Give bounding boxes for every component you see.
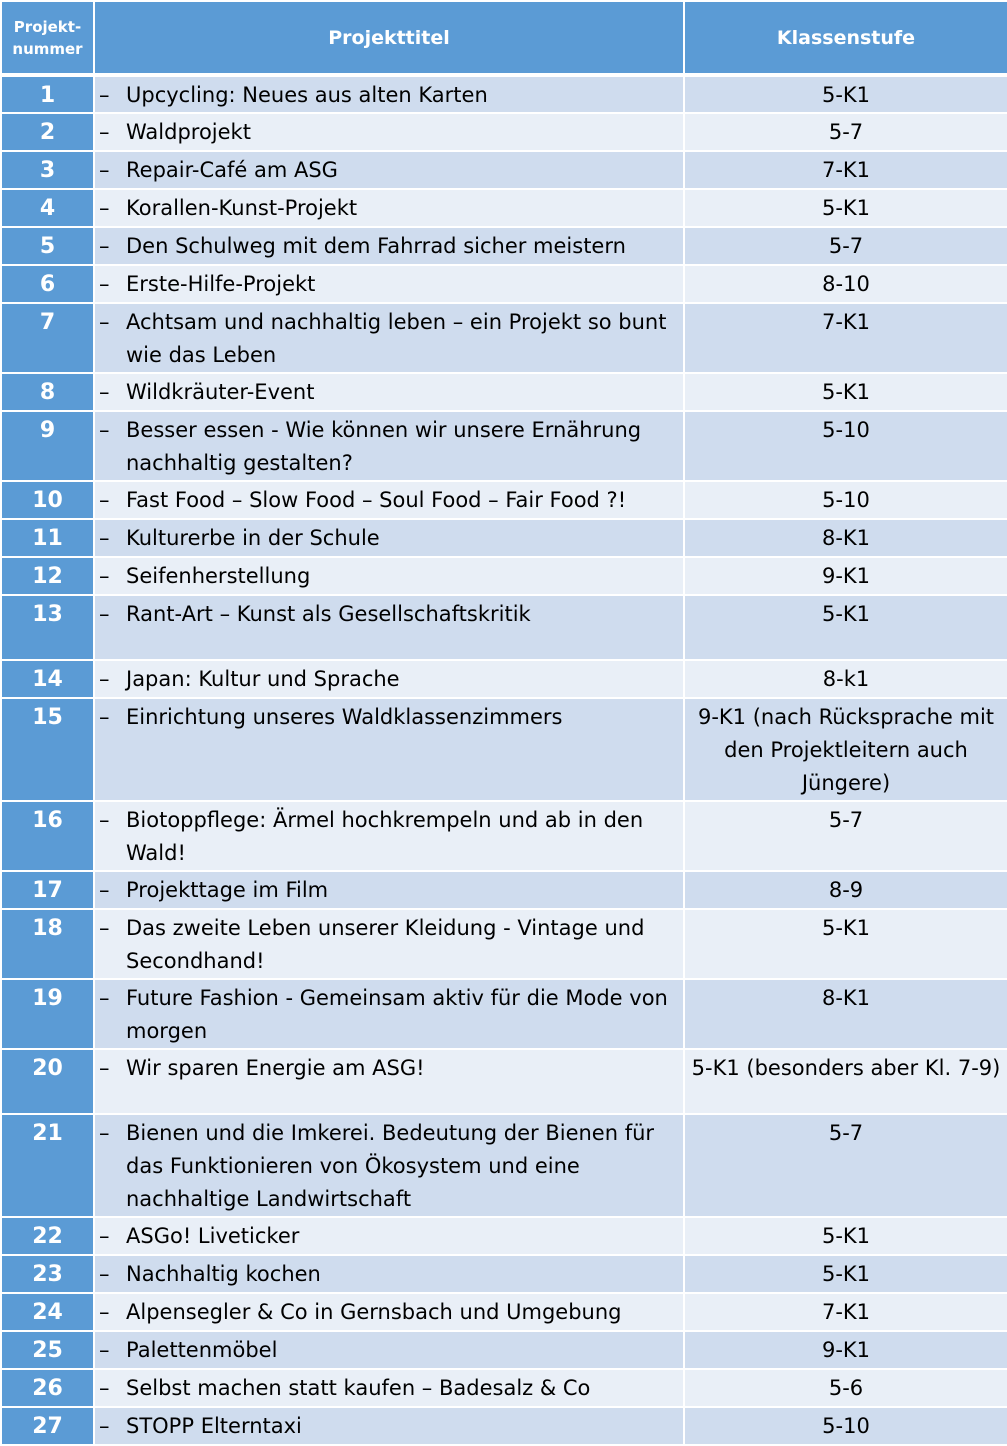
project-title-cell — [94, 519, 684, 557]
project-number: 22 — [1, 1217, 94, 1255]
project-number: 5 — [1, 227, 94, 265]
bullet-dash: – — [99, 1056, 110, 1080]
project-title-cell — [94, 481, 684, 519]
bullet-dash: – — [99, 808, 110, 832]
table-row — [1, 595, 1007, 660]
bullet-dash: – — [99, 158, 110, 182]
project-title-cell — [94, 979, 684, 1049]
project-number: 11 — [1, 519, 94, 557]
table-row — [1, 1049, 1007, 1114]
bullet-dash: – — [99, 1224, 110, 1248]
project-number: 15 — [1, 698, 94, 801]
grade-level: 5-K1 — [684, 1255, 1007, 1293]
table-row — [1, 660, 1007, 698]
project-title: Korallen-Kunst-Projekt — [126, 196, 358, 220]
table-row — [1, 1293, 1007, 1331]
bullet-dash: – — [99, 234, 110, 258]
table-row — [1, 1114, 1007, 1217]
project-title-cell — [94, 871, 684, 909]
grade-level: 7-K1 — [684, 1293, 1007, 1331]
project-number: 20 — [1, 1049, 94, 1114]
project-title-cell — [94, 1407, 684, 1445]
project-title-cell — [94, 1331, 684, 1369]
table-row — [1, 303, 1007, 373]
table-row — [1, 519, 1007, 557]
table-row — [1, 909, 1007, 979]
grade-level: 9-K1 — [684, 1331, 1007, 1369]
grade-level: 9-K1 (nach Rücksprache mit den Projektleitern auch Jüngere) — [684, 698, 1007, 801]
grade-level: 8-9 — [684, 871, 1007, 909]
project-title-cell — [94, 660, 684, 698]
project-number: 21 — [1, 1114, 94, 1217]
grade-level: 5-K1 — [684, 75, 1007, 113]
project-title-cell — [94, 698, 684, 801]
table-row — [1, 227, 1007, 265]
project-title-cell — [94, 373, 684, 411]
project-number: 27 — [1, 1407, 94, 1445]
bullet-dash: – — [99, 83, 110, 107]
table-row — [1, 698, 1007, 801]
project-title: ASGo! Liveticker — [126, 1224, 300, 1248]
grade-level: 7-K1 — [684, 303, 1007, 373]
bullet-dash: – — [99, 120, 110, 144]
bullet-dash: – — [99, 916, 110, 940]
project-title: Fast Food – Slow Food – Soul Food – Fair Food ?! — [126, 488, 627, 512]
bullet-dash: – — [99, 272, 110, 296]
project-title: Bienen und die Imkerei. Bedeutung der Bienen für das Funktionieren von Ökosystem und eine nachhaltige Landwirtschaft — [126, 1121, 655, 1211]
table-row — [1, 871, 1007, 909]
bullet-dash: – — [99, 564, 110, 588]
project-title: Den Schulweg mit dem Fahrrad sicher meistern — [126, 234, 626, 258]
header-row — [1, 1, 1007, 75]
table-row — [1, 979, 1007, 1049]
project-number: 17 — [1, 871, 94, 909]
bullet-dash: – — [99, 1121, 110, 1145]
project-number: 19 — [1, 979, 94, 1049]
project-title-cell — [94, 801, 684, 871]
project-number: 1 — [1, 75, 94, 113]
project-title-cell — [94, 113, 684, 151]
project-title: Seifenherstellung — [126, 564, 311, 588]
table-row — [1, 373, 1007, 411]
project-title-cell — [94, 1049, 684, 1114]
project-title: STOPP Elterntaxi — [126, 1414, 302, 1438]
project-title-cell — [94, 557, 684, 595]
table-row — [1, 113, 1007, 151]
table-row — [1, 1255, 1007, 1293]
project-title-cell — [94, 151, 684, 189]
table-row — [1, 151, 1007, 189]
grade-level: 5-K1 — [684, 595, 1007, 660]
grade-level: 5-10 — [684, 411, 1007, 481]
table-row — [1, 1407, 1007, 1445]
project-number: 4 — [1, 189, 94, 227]
bullet-dash: – — [99, 1262, 110, 1286]
project-number: 13 — [1, 595, 94, 660]
header-project-number — [1, 1, 94, 75]
grade-level: 5-7 — [684, 113, 1007, 151]
header-project-title: Projekttitel — [94, 1, 684, 75]
grade-level: 5-K1 — [684, 909, 1007, 979]
bullet-dash: – — [99, 1338, 110, 1362]
project-title: Repair-Café am ASG — [126, 158, 338, 182]
table-row — [1, 1331, 1007, 1369]
grade-level: 8-k1 — [684, 660, 1007, 698]
grade-level: 5-10 — [684, 1407, 1007, 1445]
project-title-cell — [94, 909, 684, 979]
bullet-dash: – — [99, 705, 110, 729]
project-title-cell — [94, 1369, 684, 1407]
header-grade-level: Klassenstufe — [684, 1, 1007, 75]
project-title-cell — [94, 1255, 684, 1293]
project-title-cell — [94, 1114, 684, 1217]
bullet-dash: – — [99, 196, 110, 220]
bullet-dash: – — [99, 602, 110, 626]
grade-level: 5-10 — [684, 481, 1007, 519]
table-row — [1, 1369, 1007, 1407]
table-row — [1, 557, 1007, 595]
project-number: 9 — [1, 411, 94, 481]
grade-level: 5-7 — [684, 227, 1007, 265]
project-title-cell — [94, 1293, 684, 1331]
table-row — [1, 481, 1007, 519]
project-number: 26 — [1, 1369, 94, 1407]
project-title-cell — [94, 265, 684, 303]
grade-level: 8-K1 — [684, 519, 1007, 557]
grade-level: 7-K1 — [684, 151, 1007, 189]
bullet-dash: – — [99, 1414, 110, 1438]
bullet-dash: – — [99, 488, 110, 512]
project-title-cell — [94, 411, 684, 481]
project-number: 3 — [1, 151, 94, 189]
header-number-line2: nummer — [12, 39, 83, 58]
project-number: 24 — [1, 1293, 94, 1331]
project-number: 8 — [1, 373, 94, 411]
table-row — [1, 1217, 1007, 1255]
project-title: Upcycling: Neues aus alten Karten — [126, 83, 488, 107]
project-number: 7 — [1, 303, 94, 373]
project-number: 2 — [1, 113, 94, 151]
project-title: Wildkräuter-Event — [126, 380, 315, 404]
project-title: Future Fashion - Gemeinsam aktiv für die Mode von morgen — [126, 986, 668, 1043]
project-title-cell — [94, 227, 684, 265]
project-title: Achtsam und nachhaltig leben – ein Projekt so bunt wie das Leben — [126, 310, 667, 367]
bullet-dash: – — [99, 310, 110, 334]
table-row — [1, 411, 1007, 481]
bullet-dash: – — [99, 380, 110, 404]
bullet-dash: – — [99, 418, 110, 442]
grade-level: 5-7 — [684, 801, 1007, 871]
grade-level: 5-K1 — [684, 373, 1007, 411]
grade-level: 8-10 — [684, 265, 1007, 303]
project-title: Alpensegler & Co in Gernsbach und Umgebung — [126, 1300, 622, 1324]
project-number: 14 — [1, 660, 94, 698]
project-title: Das zweite Leben unserer Kleidung - Vintage und Secondhand! — [126, 916, 645, 973]
project-title: Waldprojekt — [126, 120, 251, 144]
project-title: Biotoppflege: Ärmel hochkrempeln und ab in den Wald! — [126, 808, 644, 865]
project-title: Rant-Art – Kunst als Gesellschaftskritik — [126, 602, 531, 626]
project-title-cell — [94, 75, 684, 113]
project-number: 18 — [1, 909, 94, 979]
table-row — [1, 189, 1007, 227]
project-title: Besser essen - Wie können wir unsere Ernährung nachhaltig gestalten? — [126, 418, 642, 475]
project-title-cell — [94, 189, 684, 227]
bullet-dash: – — [99, 986, 110, 1010]
project-title: Projekttage im Film — [126, 878, 329, 902]
project-title: Wir sparen Energie am ASG! — [126, 1056, 425, 1080]
grade-level: 5-K1 — [684, 1217, 1007, 1255]
project-title: Kulturerbe in der Schule — [126, 526, 380, 550]
project-title-cell — [94, 1217, 684, 1255]
project-title-cell — [94, 595, 684, 660]
bullet-dash: – — [99, 1300, 110, 1324]
bullet-dash: – — [99, 878, 110, 902]
grade-level: 8-K1 — [684, 979, 1007, 1049]
table-row — [1, 265, 1007, 303]
project-title: Nachhaltig kochen — [126, 1262, 321, 1286]
project-number: 23 — [1, 1255, 94, 1293]
project-number: 25 — [1, 1331, 94, 1369]
project-title: Erste-Hilfe-Projekt — [126, 272, 316, 296]
project-title: Einrichtung unseres Waldklassenzimmers — [126, 705, 563, 729]
project-title: Selbst machen statt kaufen – Badesalz & Co — [126, 1376, 591, 1400]
grade-level: 5-7 — [684, 1114, 1007, 1217]
table-row — [1, 801, 1007, 871]
project-number: 6 — [1, 265, 94, 303]
bullet-dash: – — [99, 1376, 110, 1400]
grade-level: 5-K1 — [684, 189, 1007, 227]
project-number: 12 — [1, 557, 94, 595]
header-number-line1: Projekt- — [13, 17, 82, 36]
grade-level: 5-6 — [684, 1369, 1007, 1407]
bullet-dash: – — [99, 526, 110, 550]
project-title-cell — [94, 303, 684, 373]
project-title: Japan: Kultur und Sprache — [126, 667, 400, 691]
grade-level: 9-K1 — [684, 557, 1007, 595]
project-number: 10 — [1, 481, 94, 519]
grade-level: 5-K1 (besonders aber Kl. 7-9) — [684, 1049, 1007, 1114]
table-row — [1, 75, 1007, 113]
project-title: Palettenmöbel — [126, 1338, 278, 1362]
project-number: 16 — [1, 801, 94, 871]
bullet-dash: – — [99, 667, 110, 691]
